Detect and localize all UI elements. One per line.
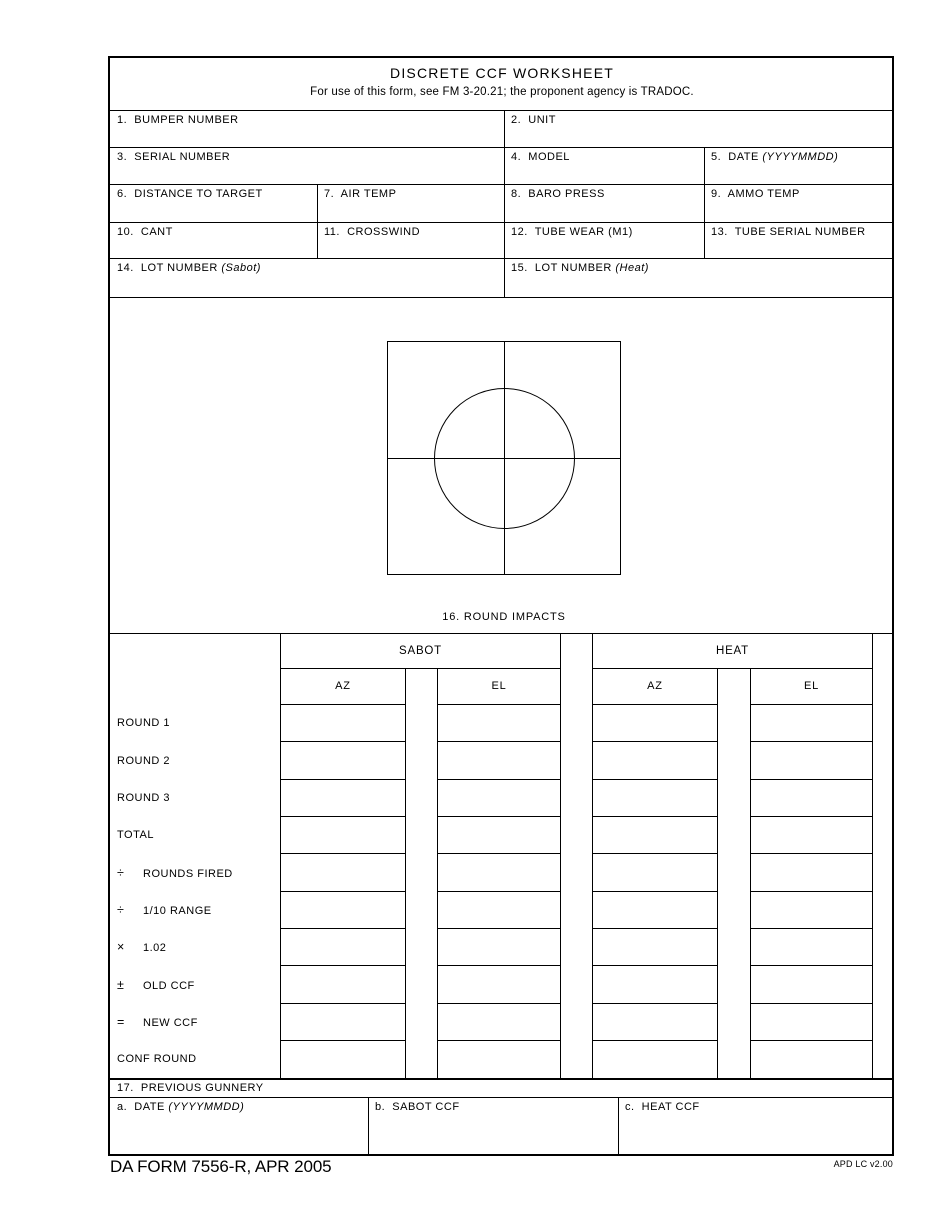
field-prev-heat-ccf[interactable]: c. HEAT CCF <box>625 1101 700 1113</box>
col-header-heat-az: AZ <box>592 669 718 705</box>
impact-cell-heat-el-row5[interactable] <box>750 854 873 892</box>
field-lot-number-heat[interactable]: 15. LOT NUMBER (Heat) <box>511 262 649 274</box>
impact-cell-sabot-az-row5[interactable] <box>280 854 406 892</box>
col-header-heat-el: EL <box>750 669 873 705</box>
impact-cell-heat-az-row4[interactable] <box>592 817 718 854</box>
row-label-tenth-range: ÷ 1/10 RANGE <box>117 892 282 929</box>
impact-cell-heat-el-row10[interactable] <box>750 1041 873 1078</box>
target-circle <box>434 388 575 529</box>
row-label-total: TOTAL <box>117 829 154 841</box>
group-header-heat: HEAT <box>715 645 750 657</box>
impact-cell-heat-az-row5[interactable] <box>592 854 718 892</box>
divide-symbol: ÷ <box>117 903 125 917</box>
field-tube-wear[interactable]: 12. TUBE WEAR (M1) <box>511 226 633 238</box>
impact-cell-heat-el-row8[interactable] <box>750 966 873 1004</box>
field-air-temp[interactable]: 7. AIR TEMP <box>324 188 397 200</box>
row-label-round-1: ROUND 1 <box>117 717 171 729</box>
impact-cell-sabot-el-row5[interactable] <box>437 854 561 892</box>
impact-cell-heat-el-row9[interactable] <box>750 1004 873 1041</box>
impact-cell-sabot-el-row6[interactable] <box>437 892 561 929</box>
impact-cell-heat-el-row4[interactable] <box>750 817 873 854</box>
form-subtitle: For use of this form, see FM 3-20.21; the proponent agency is TRADOC. <box>310 86 694 98</box>
grid-line <box>110 297 894 298</box>
impact-cell-sabot-az-row9[interactable] <box>280 1004 406 1041</box>
worksheet-form <box>108 56 894 1156</box>
field-serial-number[interactable]: 3. SERIAL NUMBER <box>117 151 231 163</box>
field-cant[interactable]: 10. CANT <box>117 226 173 238</box>
impact-cell-sabot-el-row4[interactable] <box>437 817 561 854</box>
field-prev-sabot-ccf[interactable]: b. SABOT CCF <box>375 1101 460 1113</box>
equals-symbol: = <box>117 1015 125 1029</box>
field-prev-date[interactable]: a. DATE (YYYYMMDD) <box>117 1101 245 1113</box>
impact-cell-heat-az-row9[interactable] <box>592 1004 718 1041</box>
impact-cell-sabot-el-row7[interactable] <box>437 929 561 966</box>
impact-cell-sabot-el-row3[interactable] <box>437 780 561 817</box>
form-version: APD LC v2.00 <box>833 1159 893 1169</box>
row-label-1-02: × 1.02 <box>117 929 282 966</box>
group-header-sabot: SABOT <box>399 645 442 657</box>
row-label-new-ccf: = NEW CCF <box>117 1004 282 1041</box>
impact-cell-sabot-el-row8[interactable] <box>437 966 561 1004</box>
impact-cell-heat-el-row6[interactable] <box>750 892 873 929</box>
impact-cell-heat-az-row8[interactable] <box>592 966 718 1004</box>
form-number: DA FORM 7556-R, APR 2005 <box>110 1157 332 1176</box>
field-baro-press[interactable]: 8. BARO PRESS <box>511 188 605 200</box>
field-tube-serial-number[interactable]: 13. TUBE SERIAL NUMBER <box>711 226 866 238</box>
row-label-rounds-fired: ÷ ROUNDS FIRED <box>117 854 282 892</box>
field-date[interactable]: 5. DATE (YYYYMMDD) <box>711 151 839 163</box>
col-header-sabot-el: EL <box>437 669 561 705</box>
impact-cell-heat-el-row7[interactable] <box>750 929 873 966</box>
row-label-old-ccf: ± OLD CCF <box>117 966 282 1004</box>
row-label-conf-round: CONF ROUND <box>117 1053 197 1065</box>
field-bumper-number[interactable]: 1. BUMPER NUMBER <box>117 114 239 126</box>
plus-minus-symbol: ± <box>117 978 125 992</box>
impact-cell-heat-el-row1[interactable] <box>750 705 873 742</box>
impact-cell-sabot-az-row3[interactable] <box>280 780 406 817</box>
impact-cell-heat-az-row3[interactable] <box>592 780 718 817</box>
impact-cell-sabot-az-row2[interactable] <box>280 742 406 780</box>
impact-cell-heat-el-row3[interactable] <box>750 780 873 817</box>
impact-cell-sabot-az-row6[interactable] <box>280 892 406 929</box>
impact-cell-sabot-az-row7[interactable] <box>280 929 406 966</box>
impact-cell-sabot-az-row8[interactable] <box>280 966 406 1004</box>
col-header-sabot-az: AZ <box>280 669 406 705</box>
row-label-round-3: ROUND 3 <box>117 792 171 804</box>
impact-cell-sabot-el-row2[interactable] <box>437 742 561 780</box>
field-unit[interactable]: 2. UNIT <box>511 114 556 126</box>
impact-cell-heat-az-row7[interactable] <box>592 929 718 966</box>
row-label-round-2: ROUND 2 <box>117 755 171 767</box>
previous-gunnery-section-header: 17. PREVIOUS GUNNERY <box>117 1082 264 1094</box>
divide-symbol: ÷ <box>117 866 125 880</box>
impact-cell-sabot-el-row9[interactable] <box>437 1004 561 1041</box>
multiply-symbol: × <box>117 940 125 954</box>
impact-cell-heat-az-row2[interactable] <box>592 742 718 780</box>
field-model[interactable]: 4. MODEL <box>511 151 570 163</box>
impact-cell-heat-az-row1[interactable] <box>592 705 718 742</box>
field-lot-number-sabot[interactable]: 14. LOT NUMBER (Sabot) <box>117 262 261 274</box>
impact-cell-heat-az-row6[interactable] <box>592 892 718 929</box>
round-impacts-section-label: 16. ROUND IMPACTS <box>442 611 566 623</box>
impact-cell-sabot-az-row1[interactable] <box>280 705 406 742</box>
form-title: DISCRETE CCF WORKSHEET <box>390 65 614 81</box>
field-crosswind[interactable]: 11. CROSSWIND <box>324 226 421 238</box>
field-ammo-temp[interactable]: 9. AMMO TEMP <box>711 188 800 200</box>
impact-cell-sabot-el-row1[interactable] <box>437 705 561 742</box>
field-distance-to-target[interactable]: 6. DISTANCE TO TARGET <box>117 188 263 200</box>
impact-cell-sabot-az-row10[interactable] <box>280 1041 406 1078</box>
impact-cell-heat-az-row10[interactable] <box>592 1041 718 1078</box>
impact-cell-sabot-el-row10[interactable] <box>437 1041 561 1078</box>
impact-cell-sabot-az-row4[interactable] <box>280 817 406 854</box>
impact-cell-heat-el-row2[interactable] <box>750 742 873 780</box>
